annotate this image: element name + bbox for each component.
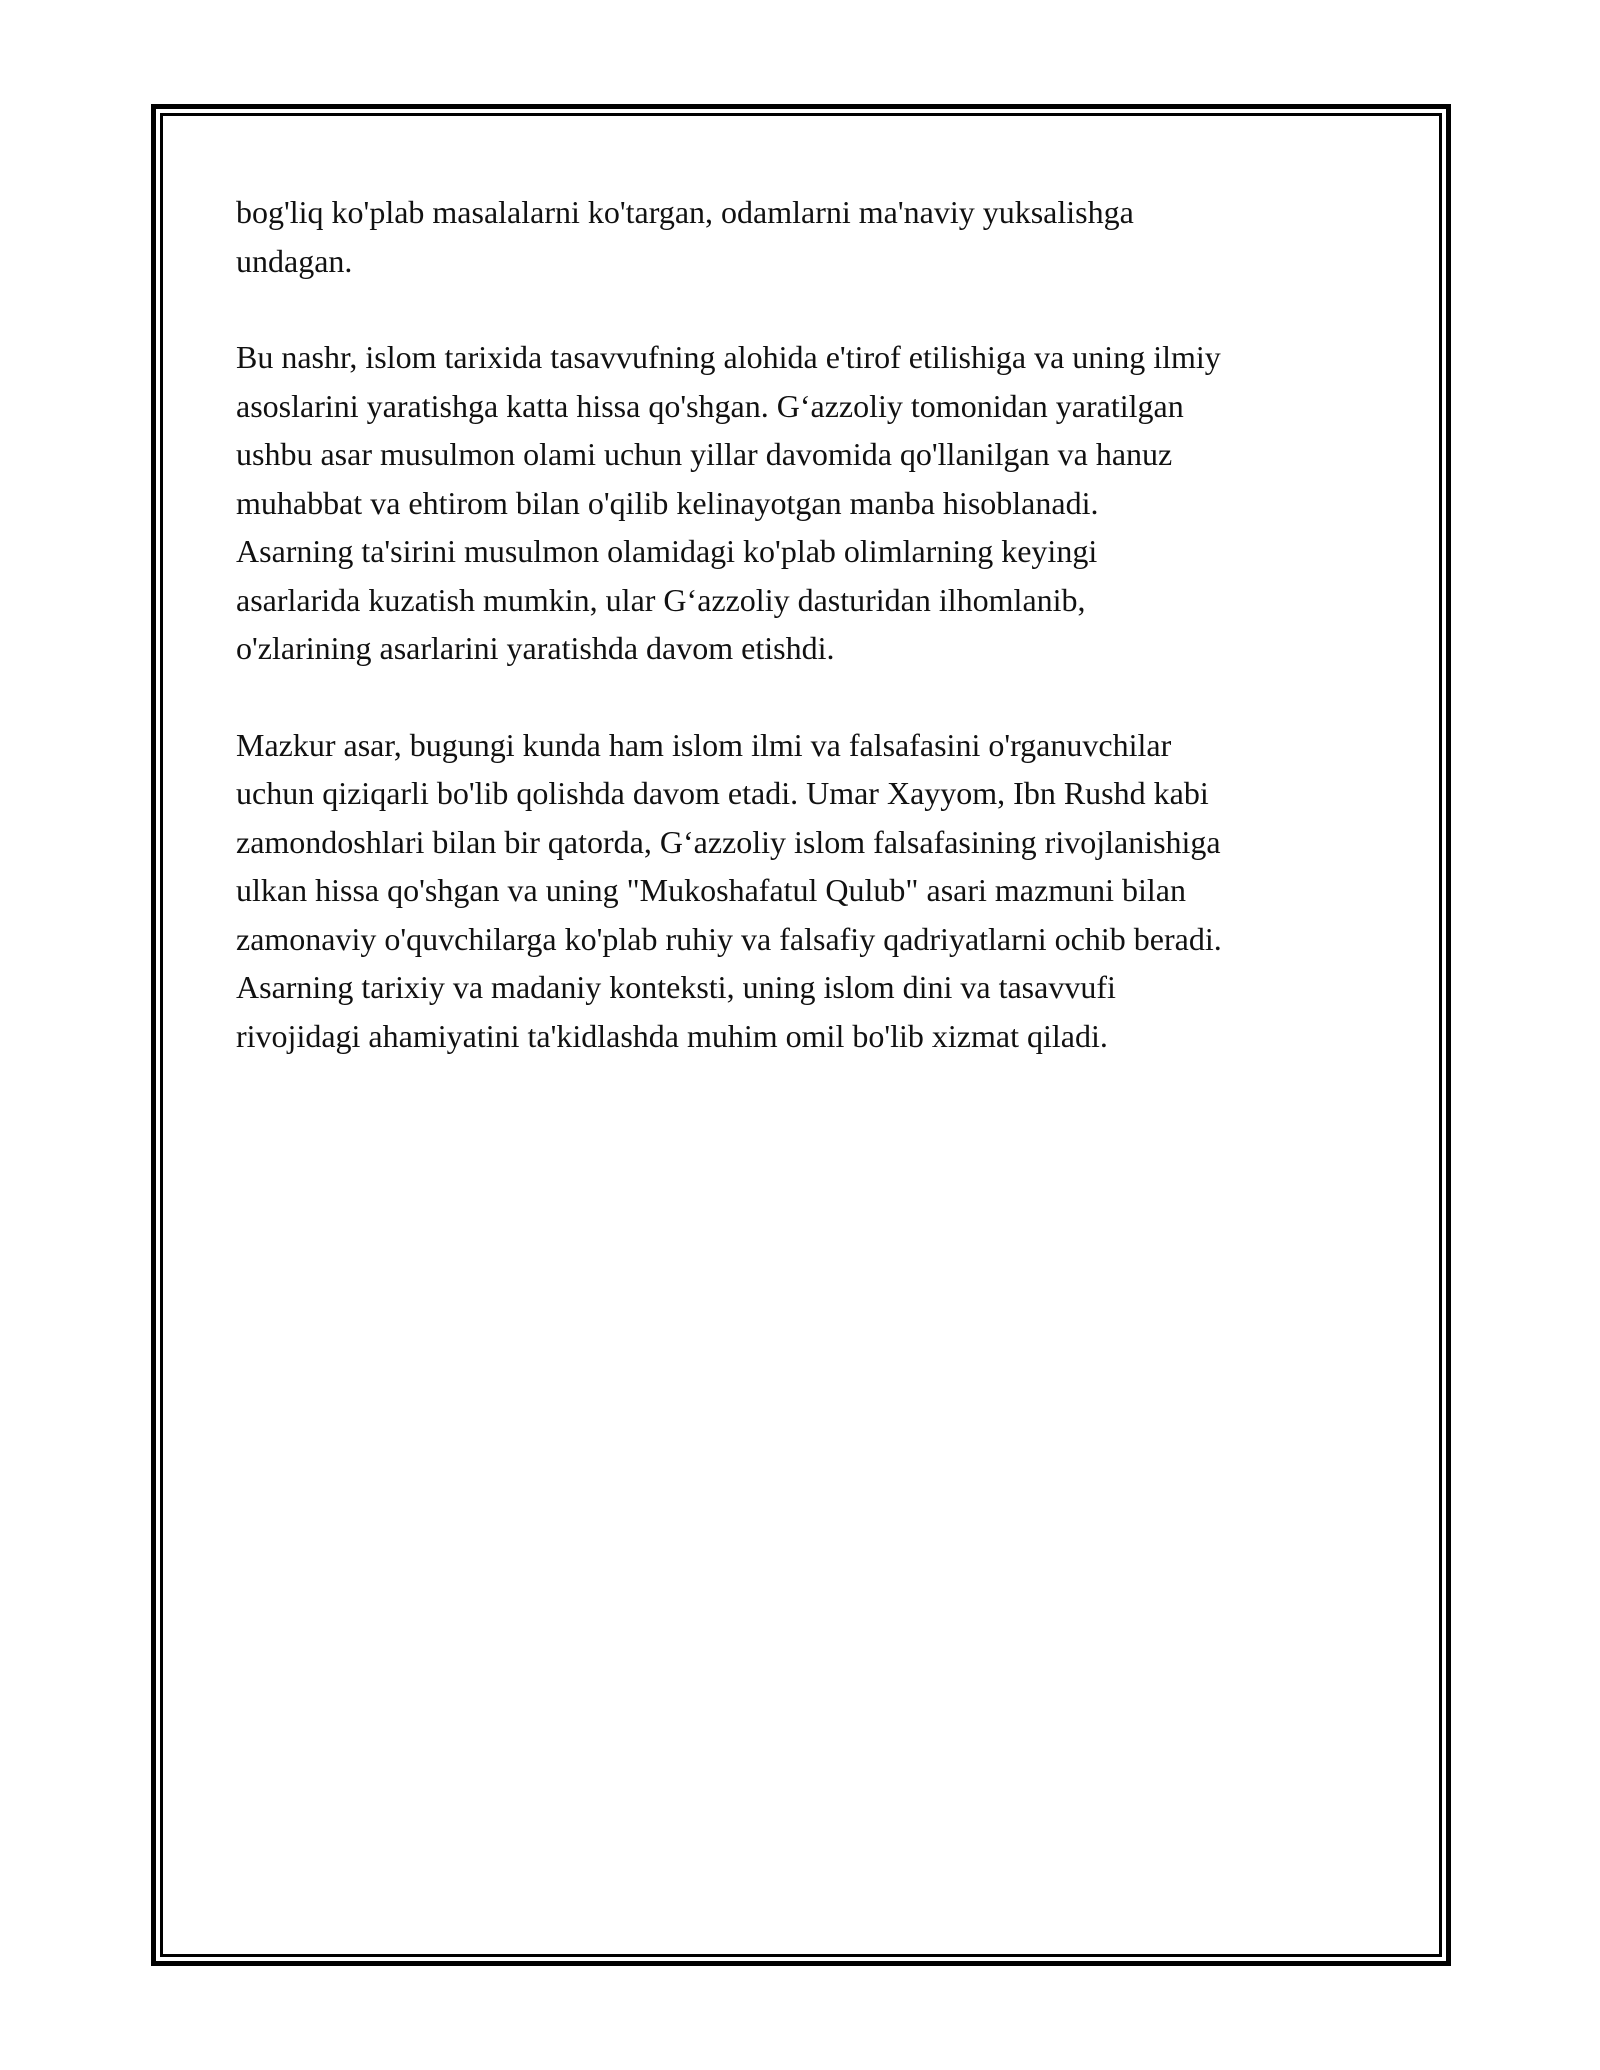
document-body (236, 188, 1386, 1108)
paragraph-tasavvuf-significance: Bu nashr, islom tarixida tasavvufning alohida e'tirof etilishiga va uning ilmiy asoslarini yaratishga katta hissa qo'shgan. G‘azzoliy tomonidan yaratilgan ushbu asar musulmon olami uchun yillar davomida qo'llanilgan va hanuz muhabbat va ehtirom bilan o'qilib kelinayotgan manba hisoblanadi. Asarning ta'sirini musulmon olamidagi ko'plab olimlarning keyingi asarlarida kuzatish mumkin, ular G‘azzoliy dasturidan ilhomlanib, o'zlarining asarlarini yaratishda davom etishdi. (236, 339, 1221, 666)
paragraph-continuation: bog'liq ko'plab masalalarni ko'targan, odamlarni ma'naviy yuksalishga undagan. (236, 194, 1134, 279)
paragraph-modern-relevance: Mazkur asar, bugungi kunda ham islom ilmi va falsafasini o'rganuvchilar uchun qiziqarli bo'lib qolishda davom etadi. Umar Xayyom, Ibn Rushd kabi zamondoshlari bilan bir qatorda, G‘azzoliy islom falsafasining rivojlanishiga ulkan hissa qo'shgan va uning "Mukoshafatul Qulub" asari mazmuni bilan zamonaviy o'quvchilarga ko'plab ruhiy va falsafiy qadriyatlarni ochib beradi. Asarning tarixiy va madaniy konteksti, uning islom dini va tasavvufi rivojidagi ahamiyatini ta'kidlashda muhim omil bo'lib xizmat qiladi. (236, 726, 1222, 1054)
